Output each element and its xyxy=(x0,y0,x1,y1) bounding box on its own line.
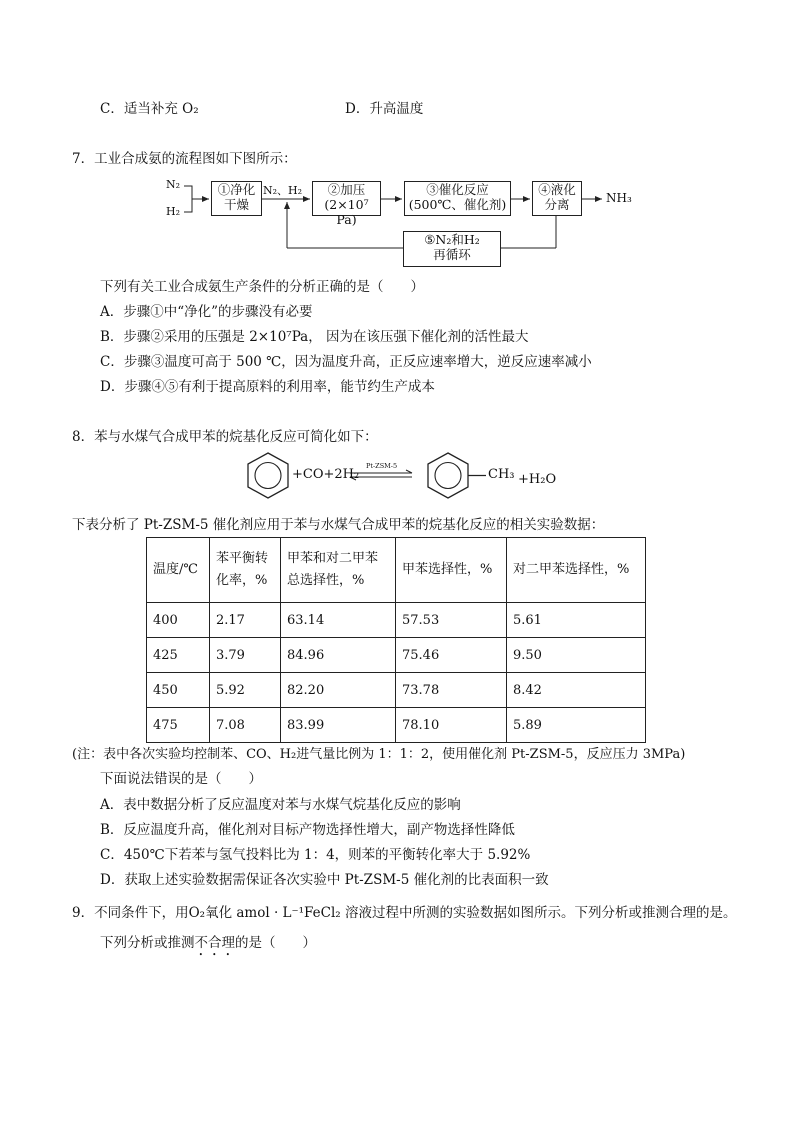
q8-data-table xyxy=(146,537,646,743)
cell-temp: 450 xyxy=(147,673,210,708)
header-temperature: 温度/℃ xyxy=(147,538,210,603)
reactants: +CO+2H₂ xyxy=(292,467,360,482)
cell-toluene: 73.78 xyxy=(396,673,507,708)
flow-box-purify xyxy=(211,181,262,216)
header-pxylene-selectivity: 对二甲苯选择性，% xyxy=(507,538,646,603)
q6-option-d: D．升高温度 xyxy=(345,101,424,117)
box1-line2: 干燥 xyxy=(223,197,249,212)
q8-question: 下面说法错误的是（ ） xyxy=(100,771,262,787)
box2-line1: ②加压 xyxy=(327,182,366,197)
header-benzene-conversion: 苯平衡转 化率，% xyxy=(210,538,281,603)
box3-line1: ③催化反应 xyxy=(426,182,489,197)
flow-output: NH₃ xyxy=(606,191,632,205)
flow-arrow-label: N₂、H₂ xyxy=(263,184,303,197)
catalyst-label: Pt-ZSM-5 xyxy=(366,462,398,470)
q7-option-a: A．步骤①中“净化”的步骤没有必要 xyxy=(100,304,313,320)
flow-box-recycle xyxy=(403,231,501,267)
q8-option-a: A．表中数据分析了反应温度对苯与水煤气烷基化反应的影响 xyxy=(100,797,461,813)
q8-table-intro: 下表分析了 Pt-ZSM-5 催化剂应用于苯与水煤气合成甲苯的烷基化反应的相关实验数据： xyxy=(72,517,605,533)
cell-conversion: 2.17 xyxy=(210,603,281,638)
cell-temp: 425 xyxy=(147,638,210,673)
benzene-rings xyxy=(0,450,793,510)
flow-box-pressurize xyxy=(312,181,381,227)
table-row xyxy=(147,638,646,673)
cell-toluene: 78.10 xyxy=(396,708,507,743)
box1-line1: ①净化 xyxy=(217,182,256,197)
cell-conversion: 3.79 xyxy=(210,638,281,673)
input-h2: H₂ xyxy=(166,205,181,218)
q7-option-b: B．步骤②采用的压强是 2×10⁷Pa， 因为在该压强下催化剂的活性最大 xyxy=(100,329,529,345)
header-total-selectivity: 甲苯和对二甲苯 总选择性，% xyxy=(281,538,396,603)
table-row xyxy=(147,708,646,743)
q6-option-c: C．适当补充 O₂ xyxy=(100,101,199,117)
flow-box-liquefy xyxy=(532,181,582,216)
product-group: CH₃ xyxy=(488,467,515,482)
q7-stem: 7．工业合成氨的流程图如下图所示： xyxy=(72,151,297,167)
q7-question: 下列有关工业合成氨生产条件的分析正确的是（ ） xyxy=(100,279,424,295)
q8-option-b: B．反应温度升高，催化剂对目标产物选择性增大，副产物选择性降低 xyxy=(100,822,515,838)
q9-stem: 9．不同条件下，用O₂氧化 amol · L⁻¹FeCl₂ 溶液过程中所测的实验数据如图所示。下列分析或推测合理的是。 xyxy=(72,905,737,921)
q9-question-post: 的是（ ） xyxy=(235,935,316,951)
q9-question-emphasis: 不合理 xyxy=(194,935,235,951)
cell-pxylene: 5.89 xyxy=(507,708,646,743)
cell-conversion: 7.08 xyxy=(210,708,281,743)
box4-line1: ④液化 xyxy=(538,182,576,197)
q8-stem: 8．苯与水煤气合成甲苯的烷基化反应可简化如下： xyxy=(72,429,378,445)
box5-line2: 再循环 xyxy=(433,247,471,262)
cell-total-selectivity: 84.96 xyxy=(281,638,396,673)
q9-question-pre: 下列分析或推测 xyxy=(100,935,195,951)
cell-pxylene: 5.61 xyxy=(507,603,646,638)
cell-toluene: 57.53 xyxy=(396,603,507,638)
q8-option-d: D．获取上述实验数据需保证各次实验中 Pt-ZSM-5 催化剂的比表面积一致 xyxy=(100,872,549,888)
box4-line2: 分离 xyxy=(544,197,570,212)
q8-option-c: C．450℃下若苯与氢气投料比为 1：4，则苯的平衡转化率大于 5.92% xyxy=(100,847,531,863)
box3-line2: (500℃、催化剂) xyxy=(408,197,507,212)
flow-arrows xyxy=(0,0,793,280)
cell-temp: 400 xyxy=(147,603,210,638)
box2-line2: (2×10⁷ Pa) xyxy=(324,197,369,227)
cell-temp: 475 xyxy=(147,708,210,743)
q8-note: (注：表中各次实验均控制苯、CO、H₂进气量比例为 1：1：2，使用催化剂 Pt-ZSM-5，反应压力 3MPa) xyxy=(72,747,686,762)
q7-option-c: C．步骤③温度可高于 500 ℃，因为温度升高，正反应速率增大，逆反应速率减小 xyxy=(100,354,592,370)
cell-pxylene: 8.42 xyxy=(507,673,646,708)
header-toluene-selectivity: 甲苯选择性，% xyxy=(396,538,507,603)
box5-line1: ⑤N₂和H₂ xyxy=(424,232,480,247)
table-header-row xyxy=(147,538,646,603)
product-extra: +H₂O xyxy=(518,472,557,487)
q7-option-d: D．步骤④⑤有利于提高原料的利用率，能节约生产成本 xyxy=(100,379,435,395)
cell-pxylene: 9.50 xyxy=(507,638,646,673)
q9-question xyxy=(100,934,316,959)
input-n2: N₂ xyxy=(166,178,181,191)
flow-box-catalysis xyxy=(404,181,511,216)
table-row xyxy=(147,603,646,638)
cell-total-selectivity: 82.20 xyxy=(281,673,396,708)
cell-total-selectivity: 83.99 xyxy=(281,708,396,743)
cell-total-selectivity: 63.14 xyxy=(281,603,396,638)
table-row xyxy=(147,673,646,708)
cell-toluene: 75.46 xyxy=(396,638,507,673)
cell-conversion: 5.92 xyxy=(210,673,281,708)
